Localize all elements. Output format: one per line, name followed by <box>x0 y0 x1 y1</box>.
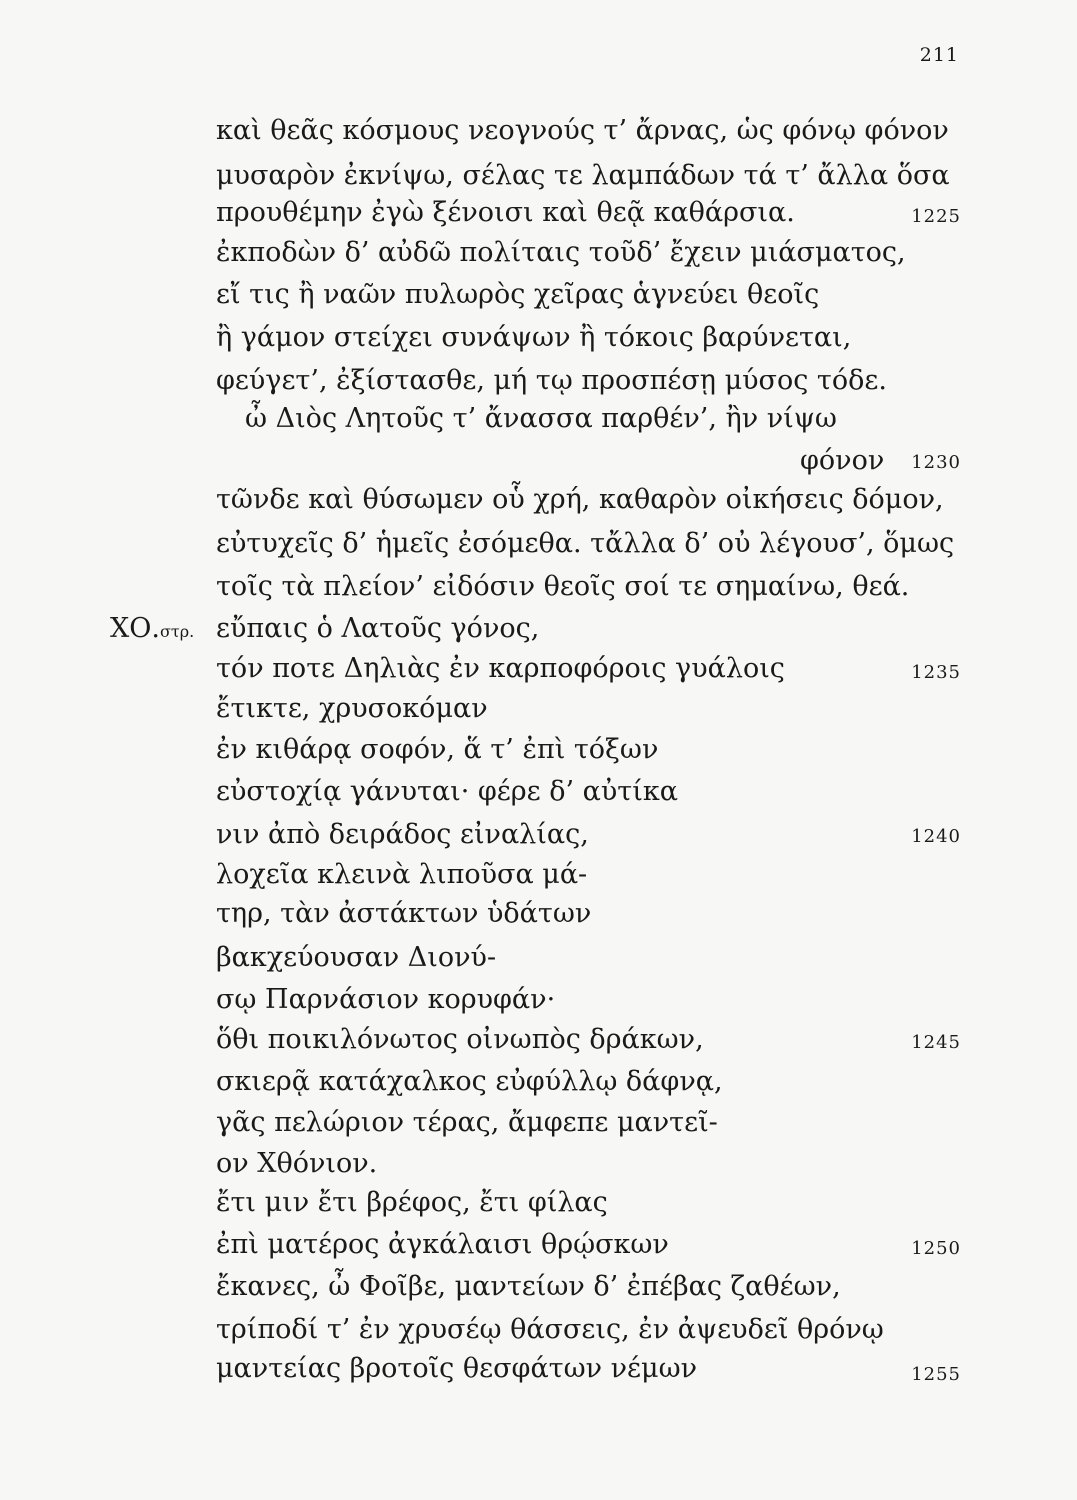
verse-line: ον Χθόνιον. <box>216 1148 378 1179</box>
verse-line: μαντείας βροτοῖς θεσφάτων νέμων <box>216 1353 698 1384</box>
verse-line: ἔκανες, ὦ Φοῖβε, μαντείων δ’ ἐπέβας ζαθέων, <box>216 1271 841 1302</box>
verse-line: ἐκποδὼν δ’ αὐδῶ πολίταις τοῦδ’ ἔχειν μιάσματος, <box>216 237 906 268</box>
verse-line: ἐπὶ ματέρος ἀγκάλαισι θρῴσκων <box>216 1229 669 1260</box>
verse-line: φεύγετ’, ἐξίστασθε, μή τῳ προσπέσῃ μύσος τόδε. <box>216 365 887 396</box>
verse-line: βακχεύουσαν Διονύ- <box>216 942 497 973</box>
verse-line: ὦ Διὸς Λητοῦς τ’ ἄνασσα παρθέν’, ἢν νίψω <box>245 403 837 434</box>
line-number: 1225 <box>911 206 961 227</box>
verse-line: ἢ γάμον στείχει συνάψων ἢ τόκοις βαρύνεται, <box>216 322 852 353</box>
verse-line: εὔπαις ὁ Λατοῦς γόνος, <box>216 613 540 644</box>
line-number: 1245 <box>911 1032 961 1053</box>
verse-line: τόν ποτε Δηλιὰς ἐν καρποφόροις γυάλοις <box>216 653 785 684</box>
strophe-marker: στρ. <box>159 622 195 641</box>
speaker-name: ΧΟ. <box>110 613 160 644</box>
verse-line: ἔτι μιν ἔτι βρέφος, ἔτι φίλας <box>216 1187 608 1218</box>
verse-line: καὶ θεᾶς κόσμους νεογνούς τ’ ἄρνας, ὡς φόνῳ φόνον <box>216 115 949 146</box>
verse-line: ἔτικτε, χρυσοκόμαν <box>216 693 488 724</box>
verse-line: ὅθι ποικιλόνωτος οἰνωπὸς δράκων, <box>216 1024 704 1055</box>
verse-line: νιν ἀπὸ δειράδος εἰναλίας, <box>216 819 589 850</box>
line-number: 1240 <box>911 826 961 847</box>
line-number: 1250 <box>911 1238 961 1259</box>
verse-line: σκιερᾷ κατάχαλκος εὐφύλλῳ δάφνᾳ, <box>216 1066 723 1097</box>
verse-line: λοχεῖα κλεινὰ λιποῦσα μά- <box>216 859 588 890</box>
line-number: 1235 <box>911 662 961 683</box>
verse-line: τῶνδε καὶ θύσωμεν οὗ χρή, καθαρὸν οἰκήσεις δόμον, <box>216 484 944 515</box>
verse-line: εἴ τις ἢ ναῶν πυλωρὸς χεῖρας ἁγνεύει θεοῖς <box>216 279 820 310</box>
verse-line: σῳ Παρνάσιον κορυφάν· <box>216 984 556 1015</box>
verse-line: μυσαρὸν ἐκνίψω, σέλας τε λαμπάδων τά τ’ ἄλλα ὅσα <box>216 160 950 191</box>
verse-line-continuation: φόνον <box>800 445 885 476</box>
verse-line: προυθέμην ἐγὼ ξένοισι καὶ θεᾷ καθάρσια. <box>216 197 795 228</box>
line-number: 1230 <box>911 452 961 473</box>
verse-line: τρίποδί τ’ ἐν χρυσέῳ θάσσεις, ἐν ἀψευδεῖ θρόνῳ <box>216 1314 884 1345</box>
speaker-label <box>110 612 194 649</box>
verse-line: εὐστοχίᾳ γάνυται· φέρε δ’ αὐτίκα <box>216 776 678 807</box>
verse-line: τοῖς τὰ πλείον’ εἰδόσιν θεοῖς σοί τε σημαίνω, θεά. <box>216 571 910 602</box>
verse-line: εὐτυχεῖς δ’ ἡμεῖς ἐσόμεθα. τἄλλα δ’ οὐ λέγουσ’, ὅμως <box>216 528 955 559</box>
verse-line: ἐν κιθάρᾳ σοφόν, ἅ τ’ ἐπὶ τόξων <box>216 734 659 765</box>
line-number: 1255 <box>911 1364 961 1385</box>
page-number: 211 <box>919 44 959 66</box>
verse-line: τηρ, τὰν ἀστάκτων ὑδάτων <box>216 898 592 929</box>
verse-line: γᾶς πελώριον τέρας, ἄμφεπε μαντεῖ- <box>216 1107 718 1138</box>
